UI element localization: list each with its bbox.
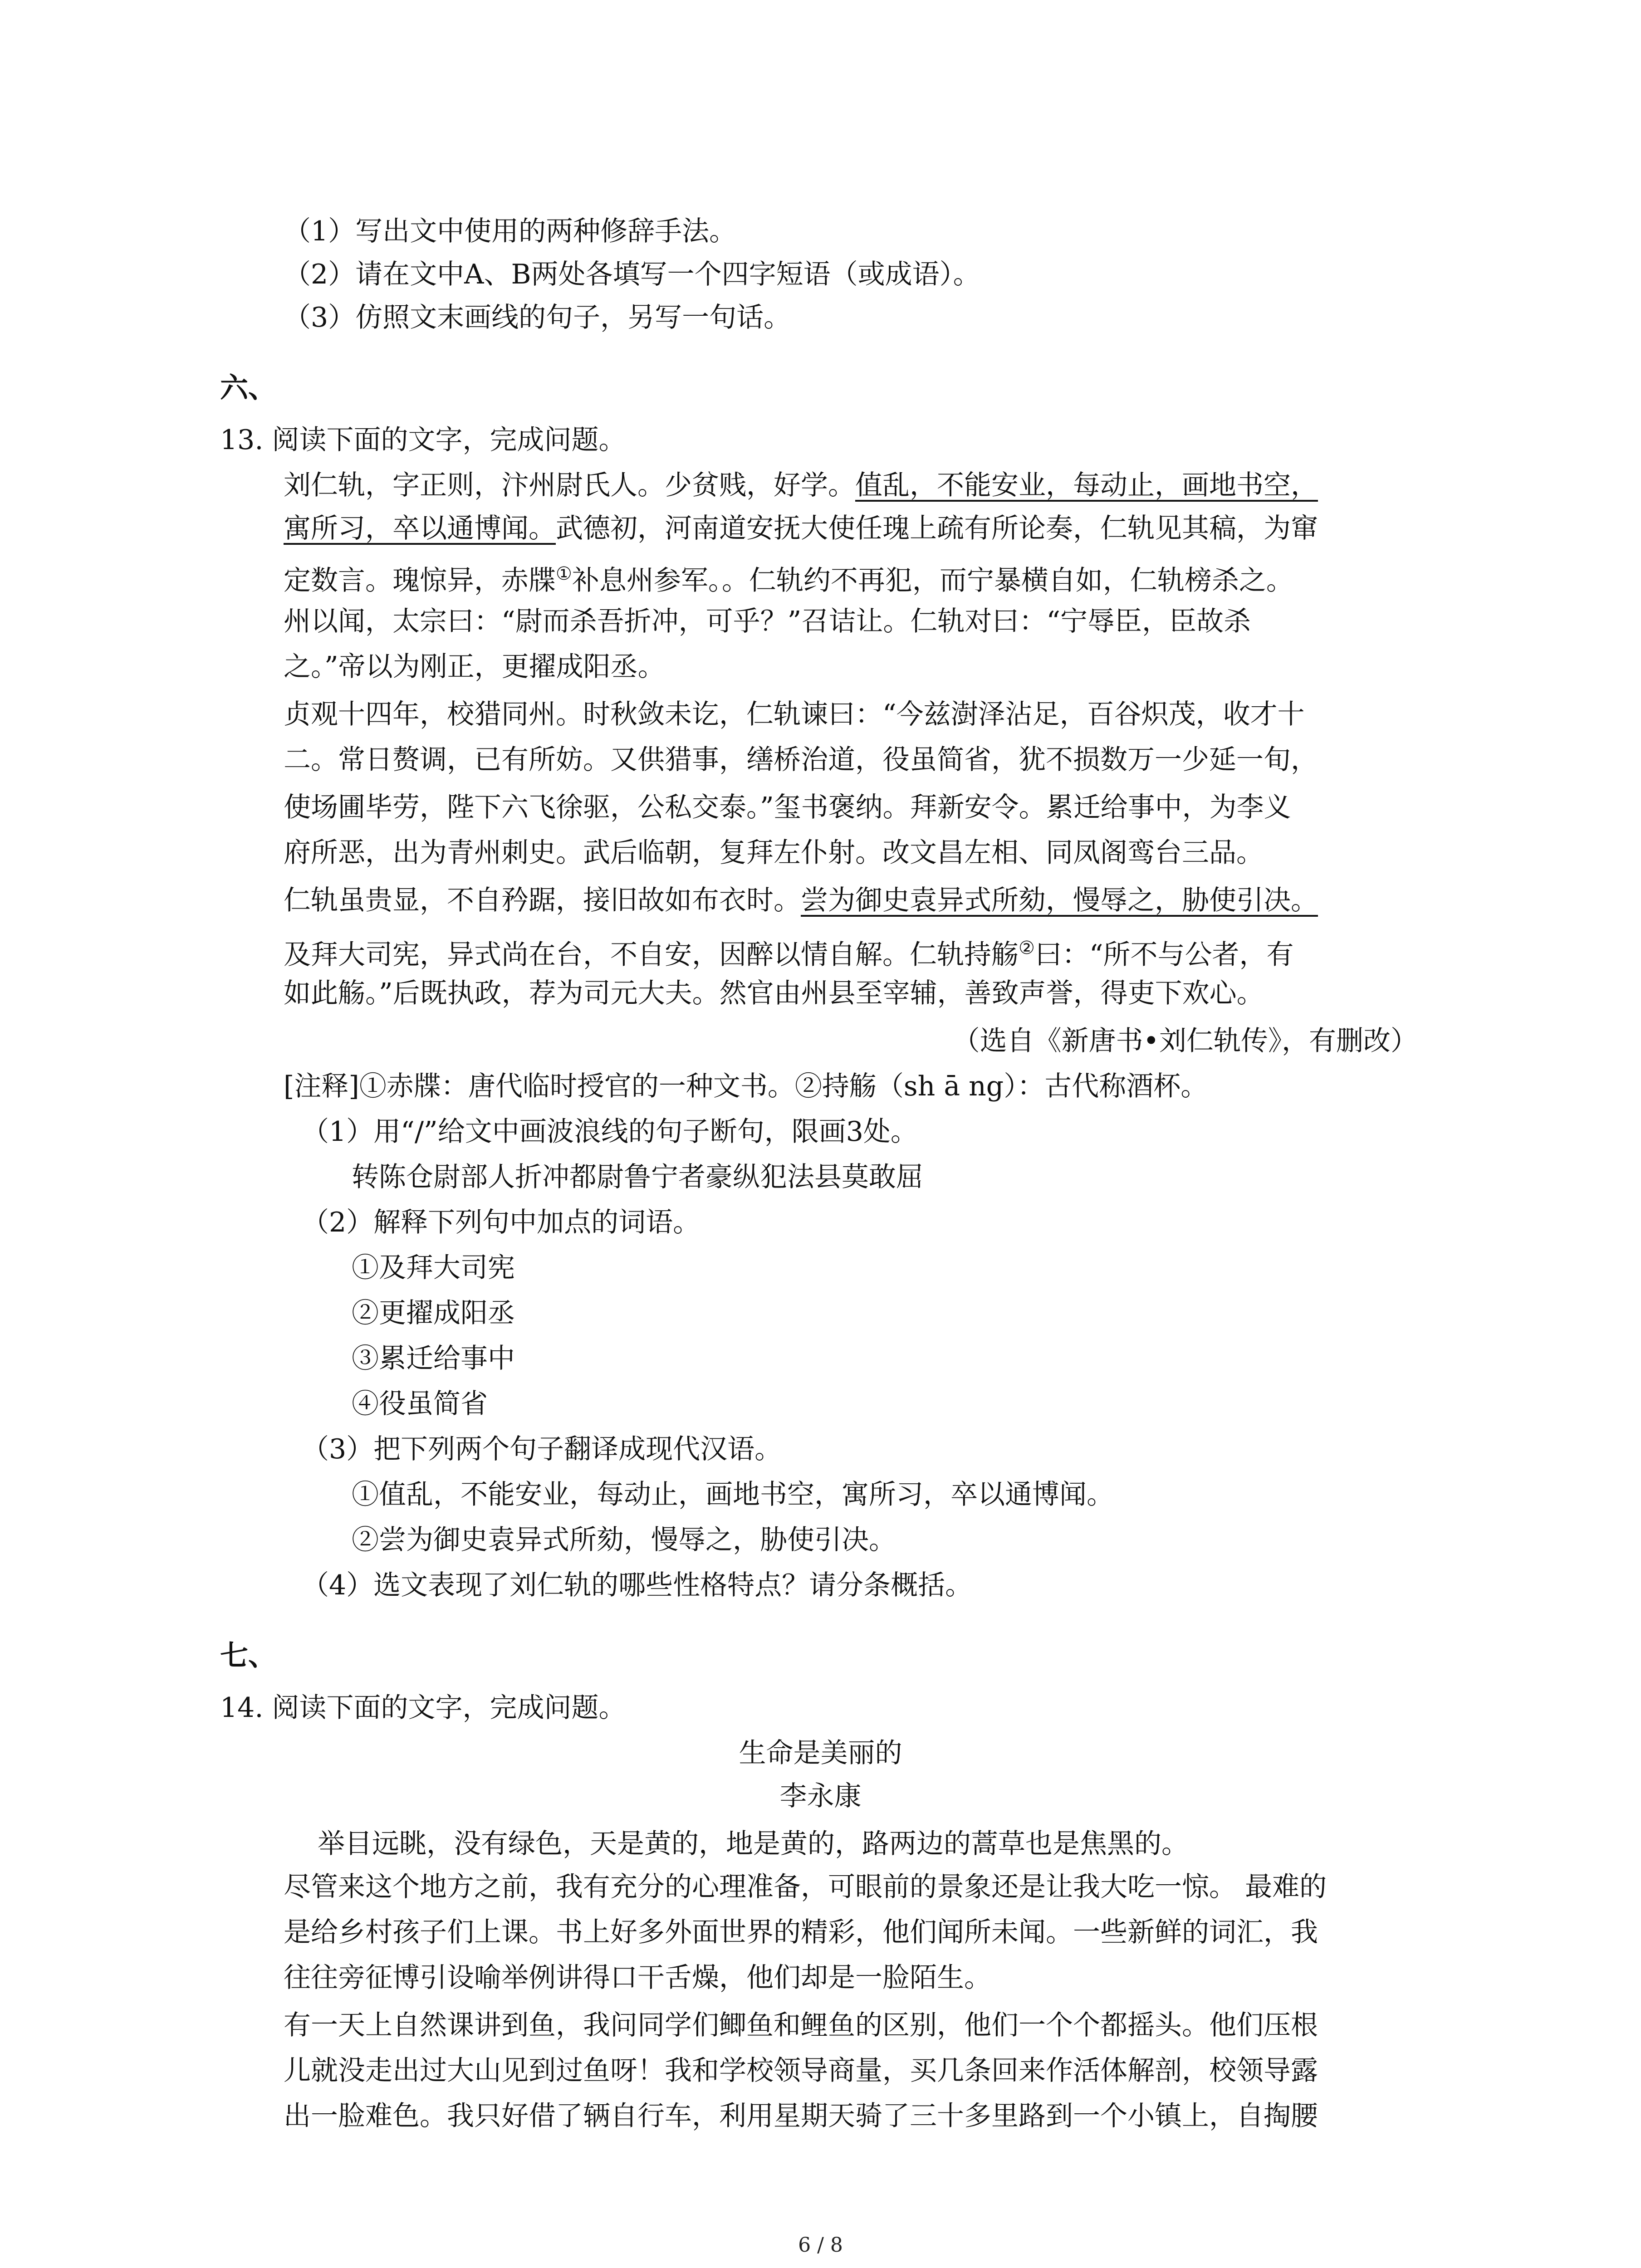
subquestion-item: ④役虽简省 bbox=[352, 1388, 488, 1420]
subquestion: （4）选文表现了刘仁轨的哪些性格特点？请分条概括。 bbox=[302, 1569, 973, 1601]
article-title: 生命是美丽的 bbox=[739, 1737, 902, 1769]
section-heading: 七、 bbox=[220, 1639, 277, 1672]
passage-line: 出一脸难色。我只好借了辆自行车，利用星期天骑了三十多里路到一个小镇上，自掏腰 bbox=[284, 2100, 1318, 2132]
passage-line: 举目远眺，没有绿色，天是黄的，地是黄的，路两边的蒿草也是焦黑的。 bbox=[318, 1828, 1189, 1860]
passage-line: 定数言。瑰惊异，赤牒①补息州参军。。仁轨约不再犯，而宁暴横自如，仁轨榜杀之。 bbox=[284, 563, 1293, 596]
passage-line: 二。常日赘调，已有所妨。又供猎事，缮桥治道，役虽简省，犹不损数万一少延一旬， bbox=[284, 744, 1318, 776]
subquestion-item: ①值乱，不能安业，每动止，画地书空，寓所习，卒以通博闻。 bbox=[352, 1479, 1114, 1510]
passage-line: 如此觞。”后既执政，荐为司元大夫。然官由州县至宰辅，善致声誉，得吏下欢心。 bbox=[284, 978, 1264, 1009]
passage-line: 及拜大司宪，异式尚在台，不自安，因醉以情自解。仁轨持觞②曰：“所不与公者，有 bbox=[284, 938, 1294, 971]
passage-line: 寓所习，卒以通博闻。武德初，河南道安抚大使任瑰上疏有所论奏，仁轨见其稿，为窜 bbox=[284, 513, 1318, 544]
article-author: 李永康 bbox=[779, 1780, 862, 1812]
subquestion-item: ②尝为御史袁异式所劾，慢辱之，胁使引决。 bbox=[352, 1524, 896, 1556]
annotation-notes: [注释]①赤牒：唐代临时授官的一种文书。②持觞（sh ā ng）：古代称酒杯。 bbox=[284, 1070, 1208, 1102]
passage-line: 儿就没走出过大山见到过鱼呀！我和学校领导商量，买几条回来作活体解剖，校领导露 bbox=[284, 2055, 1318, 2087]
passage-line: 之。”帝以为刚正，更擢成阳丞。 bbox=[284, 651, 665, 683]
subquestion-item: ③累迁给事中 bbox=[352, 1343, 515, 1374]
passage-line: 仁轨虽贵显，不自矜踞，接旧故如布衣时。尝为御史袁异式所劾，慢辱之，胁使引决。 bbox=[284, 885, 1318, 916]
subquestion-item: ①及拜大司宪 bbox=[352, 1252, 515, 1284]
subquestion: （1）用“/”给文中画波浪线的句子断句，限画3处。 bbox=[302, 1116, 918, 1148]
source-citation: （选自《新唐书•刘仁轨传》，有删改） bbox=[952, 1025, 1418, 1057]
question-title: 14. 阅读下面的文字，完成问题。 bbox=[220, 1692, 626, 1724]
passage-line: 刘仁轨，字正则，汴州尉氏人。少贫贱，好学。值乱，不能安业，每动止，画地书空， bbox=[284, 469, 1318, 501]
subquestion-item: ②更擢成阳丞 bbox=[352, 1297, 515, 1329]
note-marker: ① bbox=[556, 563, 572, 584]
passage-line: 往往旁征博引设喻举例讲得口干舌燥，他们却是一脸陌生。 bbox=[284, 1962, 991, 1994]
passage-line: 是给乡村孩子们上课。书上好多外面世界的精彩，他们闻所未闻。一些新鲜的词汇，我 bbox=[284, 1916, 1318, 1948]
section-heading: 六、 bbox=[220, 371, 277, 404]
q12-subquestion: （3）仿照文末画线的句子，另写一句话。 bbox=[284, 302, 791, 333]
passage-line: 使场圃毕劳，陛下六飞徐驱，公私交泰。”玺书褒纳。拜新安令。累迁给事中，为李义 bbox=[284, 792, 1291, 823]
question-title: 13. 阅读下面的文字，完成问题。 bbox=[220, 424, 626, 456]
q12-subquestion: （2）请在文中A、B两处各填写一个四字短语（或成语）。 bbox=[284, 259, 980, 290]
page-number: 6 / 8 bbox=[798, 2234, 843, 2257]
passage-line: 州以闻，太宗曰：“尉而杀吾折冲，可乎？”召诘让。仁轨对曰：“宁辱臣，臣故杀 bbox=[284, 606, 1251, 637]
passage-line: 府所恶，出为青州刺史。武后临朝，复拜左仆射。改文昌左相、同凤阁鸾台三品。 bbox=[284, 837, 1264, 869]
passage-line: 尽管来这个地方之前，我有充分的心理准备，可眼前的景象还是让我大吃一惊。 最难的 bbox=[284, 1871, 1327, 1903]
q12-subquestion: （1）写出文中使用的两种修辞手法。 bbox=[284, 215, 737, 247]
subquestion-text: 转陈仓尉部人折冲都尉鲁宁者豪纵犯法县莫敢屈 bbox=[352, 1161, 923, 1193]
subquestion: （3）把下列两个句子翻译成现代汉语。 bbox=[302, 1433, 782, 1465]
subquestion: （2）解释下列句中加点的词语。 bbox=[302, 1207, 700, 1238]
passage-line: 有一天上自然课讲到鱼，我问同学们鲫鱼和鲤鱼的区别，他们一个个都摇头。他们压根 bbox=[284, 2009, 1318, 2041]
passage-line: 贞观十四年，校猎同州。时秋敛未讫，仁轨谏曰：“今兹澍泽沾足，百谷炽茂，收才十 bbox=[284, 699, 1305, 730]
note-marker: ② bbox=[1019, 938, 1035, 958]
